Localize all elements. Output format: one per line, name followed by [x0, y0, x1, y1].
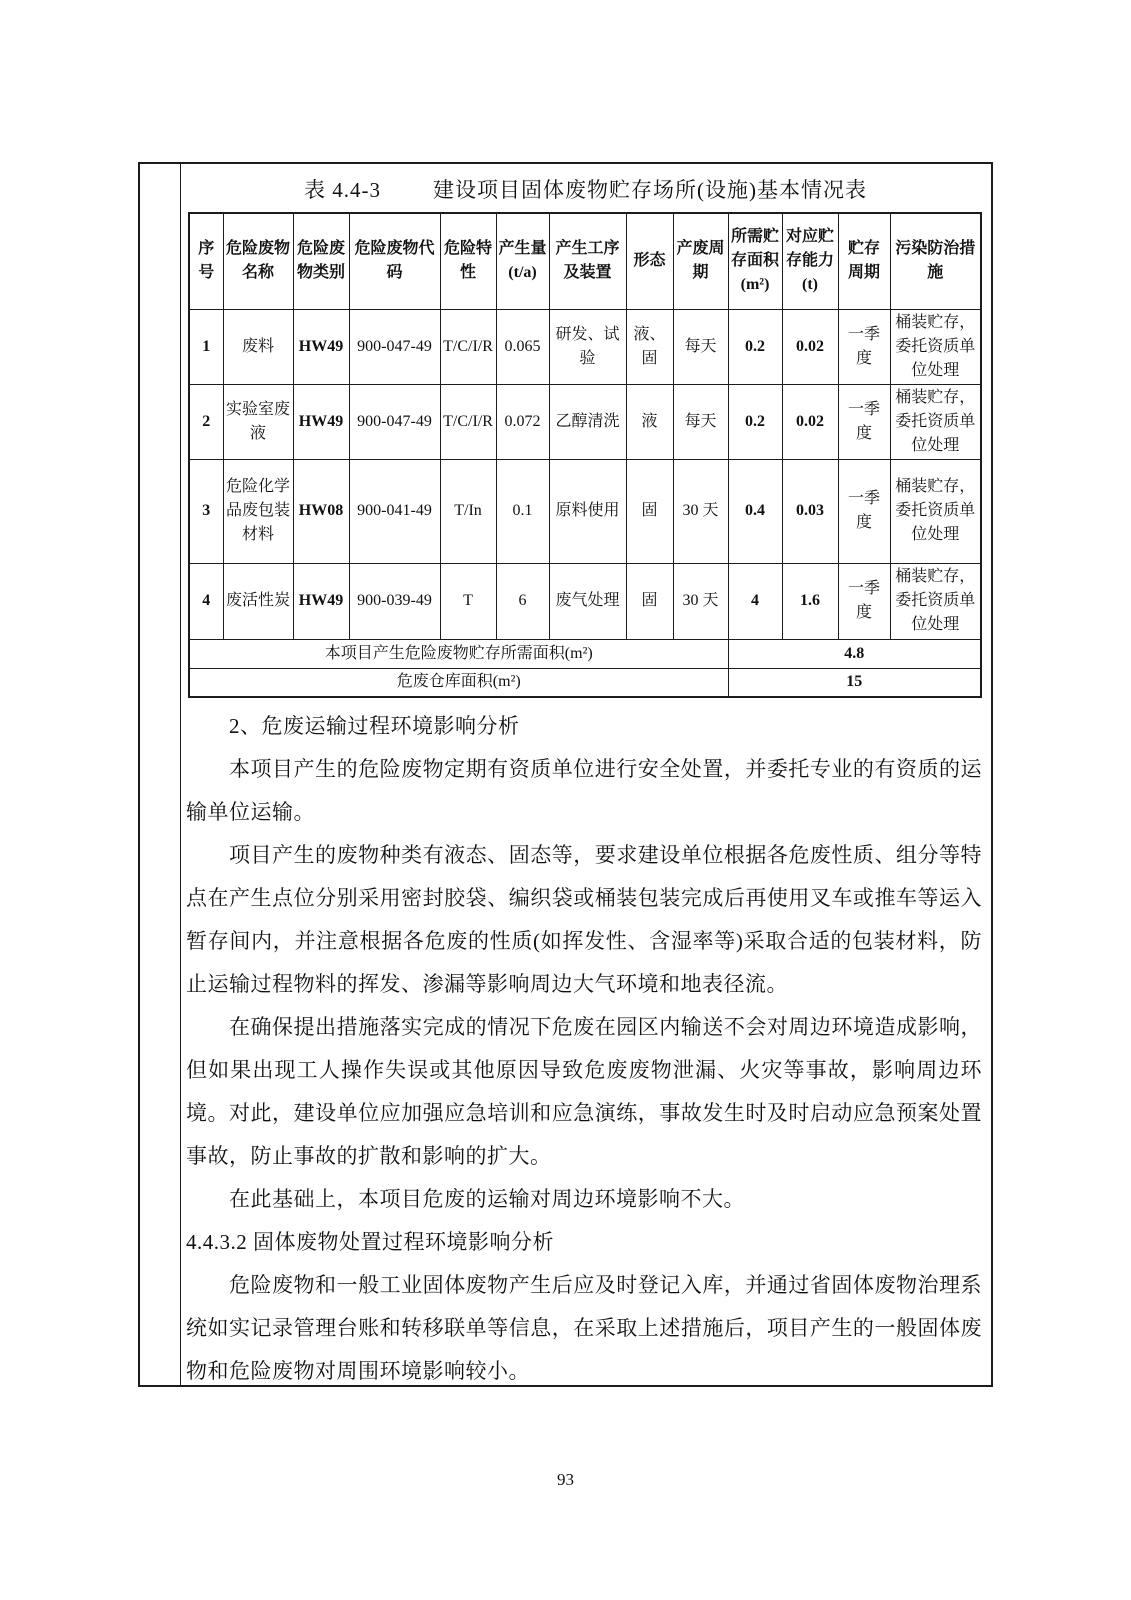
cell-area: 4	[728, 563, 782, 639]
table-row	[189, 384, 981, 459]
cell-hazard: T/C/I/R	[440, 309, 496, 384]
header-cell-quantity: 产生量(t/a)	[496, 213, 549, 309]
cell-capacity: 0.02	[782, 309, 838, 384]
cell-cycle: 每天	[673, 309, 728, 384]
body-text	[186, 705, 982, 1393]
cell-name: 废活性炭	[223, 563, 293, 639]
header-cell-name: 危险废物名称	[223, 213, 293, 309]
cell-quantity: 6	[496, 563, 549, 639]
summary-label: 本项目产生危险废物贮存所需面积(m²)	[189, 639, 728, 668]
hazardous-waste-table	[188, 212, 982, 698]
cell-seq: 3	[189, 459, 223, 563]
cell-cycle: 每天	[673, 384, 728, 459]
cell-quantity: 0.072	[496, 384, 549, 459]
cell-capacity: 0.02	[782, 384, 838, 459]
cell-form: 固	[626, 563, 673, 639]
header-cell-process: 产生工序及装置	[549, 213, 626, 309]
section-heading: 4.4.3.2 固体废物处置过程环境影响分析	[186, 1230, 554, 1254]
cell-process: 研发、试验	[549, 309, 626, 384]
header-cell-category: 危险废物类别	[293, 213, 349, 309]
header-cell-capacity: 对应贮存能力(t)	[782, 213, 838, 309]
summary-value: 4.8	[728, 639, 981, 668]
cell-name: 废料	[223, 309, 293, 384]
paragraph: 项目产生的废物种类有液态、固态等，要求建设单位根据各危废性质、组分等特点在产生点位分别采用密封胶袋、编织袋或桶装包装完成后再使用叉车或推车等运入暂存间内，并注意根据各危废的性质(如挥发性、含湿率等)采取合适的包装材料，防止运输过程物料的挥发、渗漏等影响周边大气环境和地表径流。	[186, 843, 982, 996]
cell-measures: 桶装贮存，委托资质单位处理	[890, 563, 981, 639]
cell-cycle: 30 天	[673, 459, 728, 563]
cell-seq: 1	[189, 309, 223, 384]
cell-category: HW49	[293, 563, 349, 639]
cell-form: 液	[626, 384, 673, 459]
cell-category: HW08	[293, 459, 349, 563]
cell-area: 0.2	[728, 384, 782, 459]
cell-process: 乙醇清洗	[549, 384, 626, 459]
cell-code: 900-047-49	[349, 309, 440, 384]
content-area	[186, 164, 985, 1393]
cell-seq: 2	[189, 384, 223, 459]
cell-code: 900-041-49	[349, 459, 440, 563]
header-cell-form: 形态	[626, 213, 673, 309]
table-caption-title: 建设项目固体废物贮存场所(设施)基本情况表	[433, 178, 867, 202]
page-number: 93	[557, 1470, 574, 1489]
cell-measures: 桶装贮存，委托资质单位处理	[890, 309, 981, 384]
cell-category: HW49	[293, 384, 349, 459]
cell-name: 实验室废液	[223, 384, 293, 459]
cell-area: 0.2	[728, 309, 782, 384]
header-cell-area: 所需贮存面积(m²)	[728, 213, 782, 309]
cell-code: 900-047-49	[349, 384, 440, 459]
summary-row	[189, 668, 981, 697]
cell-form: 液、固	[626, 309, 673, 384]
header-cell-cycle: 产废周期	[673, 213, 728, 309]
cell-capacity: 0.03	[782, 459, 838, 563]
summary-row	[189, 639, 981, 668]
header-cell-code: 危险废物代码	[349, 213, 440, 309]
cell-seq: 4	[189, 563, 223, 639]
table-caption	[186, 175, 985, 205]
cell-cycle: 30 天	[673, 563, 728, 639]
summary-value: 15	[728, 668, 981, 697]
cell-storage-cycle: 一季度	[838, 459, 890, 563]
cell-process: 废气处理	[549, 563, 626, 639]
content-frame	[138, 162, 993, 1387]
cell-hazard: T	[440, 563, 496, 639]
paragraph: 本项目产生的危险废物定期有资质单位进行安全处置，并委托专业的有资质的运输单位运输。	[186, 757, 982, 824]
cell-capacity: 1.6	[782, 563, 838, 639]
cell-hazard: T/C/I/R	[440, 384, 496, 459]
table-row	[189, 309, 981, 384]
cell-quantity: 0.1	[496, 459, 549, 563]
header-cell-seq: 序号	[189, 213, 223, 309]
cell-measures: 桶装贮存，委托资质单位处理	[890, 459, 981, 563]
cell-process: 原料使用	[549, 459, 626, 563]
paragraph: 在此基础上，本项目危废的运输对周边环境影响不大。	[229, 1187, 745, 1211]
cell-storage-cycle: 一季度	[838, 309, 890, 384]
cell-area: 0.4	[728, 459, 782, 563]
cell-code: 900-039-49	[349, 563, 440, 639]
cell-measures: 桶装贮存，委托资质单位处理	[890, 384, 981, 459]
table-header-row	[189, 213, 981, 309]
paragraph: 危险废物和一般工业固体废物产生后应及时登记入库，并通过省固体废物治理系统如实记录管理台账和转移联单等信息，在采取上述措施后，项目产生的一般固体废物和危险废物对周围环境影响较小。	[186, 1273, 982, 1383]
header-cell-storage-cycle: 贮存周期	[838, 213, 890, 309]
cell-category: HW49	[293, 309, 349, 384]
table-caption-label: 表 4.4-3	[304, 178, 381, 202]
cell-quantity: 0.065	[496, 309, 549, 384]
summary-label: 危废仓库面积(m²)	[189, 668, 728, 697]
header-cell-hazard: 危险特性	[440, 213, 496, 309]
cell-name: 危险化学品废包装材料	[223, 459, 293, 563]
cell-storage-cycle: 一季度	[838, 384, 890, 459]
cell-form: 固	[626, 459, 673, 563]
table-row	[189, 459, 981, 563]
cell-storage-cycle: 一季度	[838, 563, 890, 639]
table-row	[189, 563, 981, 639]
form-left-column	[140, 164, 181, 1385]
paragraph: 在确保提出措施落实完成的情况下危废在园区内输送不会对周边环境造成影响，但如果出现工人操作失误或其他原因导致危废废物泄漏、火灾等事故，影响周边环境。对此，建设单位应加强应急培训和应急演练，事故发生时及时启动应急预案处置事故，防止事故的扩散和影响的扩大。	[186, 1015, 982, 1168]
section-heading: 2、危废运输过程环境影响分析	[229, 714, 520, 738]
header-cell-measures: 污染防治措施	[890, 213, 981, 309]
cell-hazard: T/In	[440, 459, 496, 563]
